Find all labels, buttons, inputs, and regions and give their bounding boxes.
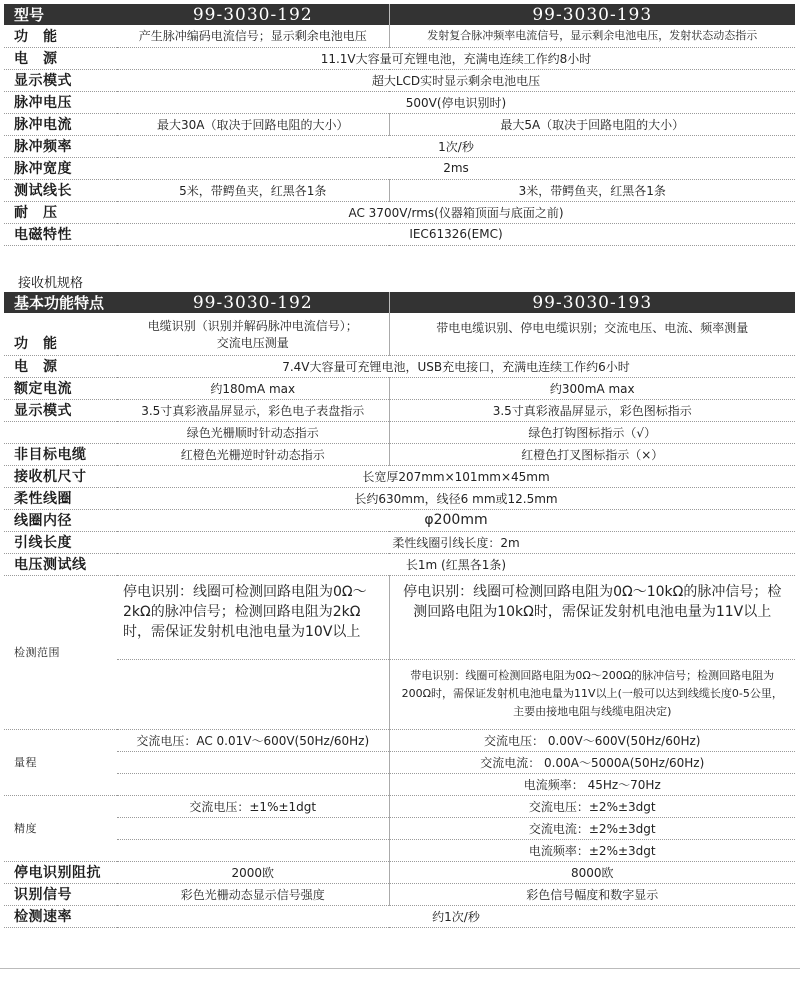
cell-192-empty — [117, 659, 389, 729]
table-row — [4, 25, 795, 47]
receiver-section-title: 接收机规格 — [18, 276, 84, 291]
cell-193: 带电识别：线圈可检测回路电阻为0Ω～200Ω的脉冲信号；检测回路电阻为200Ω时，需保证发射机电池电量为11V以上(一般可以达到线缆长度0-5公里，主要由接地电阻与线缆电阻决定) — [389, 659, 795, 729]
cell-193: 交流电压：±2%±3dgt — [389, 795, 795, 817]
table-row — [4, 487, 795, 509]
row-label: 识别信号 — [4, 883, 117, 905]
cell-192: 交流电压：AC 0.01V～600V(50Hz/60Hz) — [117, 729, 389, 751]
cell-192: 5米，带鳄鱼夹，红黑各1条 — [117, 179, 389, 201]
header-model-192: 99-3030-192 — [117, 292, 389, 313]
table-row — [4, 883, 795, 905]
cell-192-line-1: 电缆识别（识别并解码脉冲电流信号）； — [147, 318, 358, 333]
table-row — [4, 531, 795, 553]
cell-shared: 约1次/秒 — [117, 905, 795, 927]
table-row — [4, 817, 795, 839]
cell-shared: 1次/秒 — [117, 135, 795, 157]
cell-192 — [117, 313, 389, 355]
table-row — [4, 575, 795, 659]
table-row — [4, 443, 795, 465]
row-label: 功 能 — [4, 313, 117, 355]
cell-193: 发射复合脉冲频率电流信号，显示剩余电池电压，发射状态动态指示 — [389, 25, 795, 47]
cell-193: 3.5寸真彩液晶屏显示，彩色图标指示 — [389, 399, 795, 421]
cell-shared: 11.1V大容量可充锂电池，充满电连续工作约8小时 — [117, 47, 795, 69]
row-label: 额定电流 — [4, 377, 117, 399]
row-label: 功 能 — [4, 25, 117, 47]
cell-193: 最大5A（取决于回路电阻的大小） — [389, 113, 795, 135]
cell-193: 交流电流： 0.00A～5000A(50Hz/60Hz) — [389, 751, 795, 773]
header-model-193: 99-3030-193 — [389, 292, 795, 313]
table-row — [4, 905, 795, 927]
cell-193: 交流电压： 0.00V～600V(50Hz/60Hz) — [389, 729, 795, 751]
cell-193: 绿色打钩图标指示（√） — [389, 421, 795, 443]
bottom-divider — [0, 968, 800, 969]
row-label: 脉冲电流 — [4, 113, 117, 135]
row-label: 检测速率 — [4, 905, 117, 927]
table-row — [4, 659, 795, 729]
row-label-empty — [4, 421, 117, 443]
table-row — [4, 157, 795, 179]
table-row — [4, 861, 795, 883]
cell-192: 交流电压：±1%±1dgt — [117, 795, 389, 817]
cell-193: 带电电缆识别、停电电缆识别；交流电压、电流、频率测量 — [389, 313, 795, 355]
cell-192-empty — [117, 773, 389, 795]
cell-192-empty — [117, 839, 389, 861]
row-label: 检测范围 — [4, 575, 117, 729]
row-label: 柔性线圈 — [4, 487, 117, 509]
cell-192-empty — [117, 751, 389, 773]
row-label: 量程 — [4, 729, 117, 795]
row-label: 电磁特性 — [4, 223, 117, 245]
cell-shared: 500V(停电识别时) — [117, 91, 795, 113]
row-label: 电 源 — [4, 355, 117, 377]
cell-193: 3米，带鳄鱼夹，红黑各1条 — [389, 179, 795, 201]
cell-192: 2000欧 — [117, 861, 389, 883]
table-row — [4, 465, 795, 487]
table-row — [4, 509, 795, 531]
table-header-row — [4, 4, 795, 25]
cell-193: 交流电流：±2%±3dgt — [389, 817, 795, 839]
table-row — [4, 179, 795, 201]
header-model-192: 99-3030-192 — [117, 4, 389, 25]
cell-shared: IEC61326(EMC) — [117, 223, 795, 245]
row-label: 电压测试线 — [4, 553, 117, 575]
table-row — [4, 47, 795, 69]
row-label: 测试线长 — [4, 179, 117, 201]
row-label: 脉冲频率 — [4, 135, 117, 157]
row-label: 耐 压 — [4, 201, 117, 223]
cell-shared: 超大LCD实时显示剩余电池电压 — [117, 69, 795, 91]
cell-shared: AC 3700V/rms(仪器箱顶面与底面之前) — [117, 201, 795, 223]
cell-shared: φ200mm — [117, 509, 795, 531]
cell-shared: 长宽厚207mm×101mm×45mm — [117, 465, 795, 487]
cell-shared: 柔性线圈引线长度：2m — [117, 531, 795, 553]
row-label: 电 源 — [4, 47, 117, 69]
table-row — [4, 135, 795, 157]
cell-193: 停电识别：线圈可检测回路电阻为0Ω～10kΩ的脉冲信号；检测回路电阻为10kΩ时，需保证发射机电池电量为11V以上 — [389, 575, 795, 659]
cell-192: 3.5寸真彩液晶屏显示，彩色电子表盘指示 — [117, 399, 389, 421]
transmitter-spec-table — [4, 4, 795, 246]
row-label: 精度 — [4, 795, 117, 861]
table-row — [4, 773, 795, 795]
cell-192-line-2: 交流电压测量 — [216, 335, 289, 350]
cell-shared: 长1m (红黑各1条) — [117, 553, 795, 575]
table-row — [4, 421, 795, 443]
table-row — [4, 795, 795, 817]
header-feature-label: 基本功能特点 — [4, 292, 117, 313]
row-label: 引线长度 — [4, 531, 117, 553]
cell-193: 红橙色打叉图标指示（×） — [389, 443, 795, 465]
cell-192-empty — [117, 817, 389, 839]
header-model-193: 99-3030-193 — [389, 4, 795, 25]
table-row — [4, 201, 795, 223]
table-row — [4, 751, 795, 773]
row-label: 非目标电缆 — [4, 443, 117, 465]
cell-192: 绿色光栅顺时针动态指示 — [117, 421, 389, 443]
table-row — [4, 355, 795, 377]
row-label: 接收机尺寸 — [4, 465, 117, 487]
table-row — [4, 839, 795, 861]
cell-193: 彩色信号幅度和数字显示 — [389, 883, 795, 905]
table-row — [4, 377, 795, 399]
row-label: 线圈内径 — [4, 509, 117, 531]
row-label: 脉冲电压 — [4, 91, 117, 113]
cell-shared: 7.4V大容量可充锂电池，USB充电接口，充满电连续工作约6小时 — [117, 355, 795, 377]
table-row — [4, 399, 795, 421]
row-label: 停电识别阻抗 — [4, 861, 117, 883]
header-model-label: 型号 — [4, 4, 117, 25]
receiver-spec-table — [4, 292, 795, 928]
cell-192: 彩色光栅动态显示信号强度 — [117, 883, 389, 905]
table-row — [4, 729, 795, 751]
cell-192: 约180mA max — [117, 377, 389, 399]
row-label: 显示模式 — [4, 69, 117, 91]
cell-192: 红橙色光栅逆时针动态指示 — [117, 443, 389, 465]
table-row — [4, 553, 795, 575]
cell-192: 停电识别：线圈可检测回路电阻为0Ω～2kΩ的脉冲信号；检测回路电阻为2kΩ时，需保证发射机电池电量为10V以上 — [117, 575, 389, 659]
table-row — [4, 91, 795, 113]
table-row — [4, 223, 795, 245]
table-row — [4, 113, 795, 135]
row-label: 显示模式 — [4, 399, 117, 421]
table-row — [4, 313, 795, 355]
cell-192: 产生脉冲编码电流信号；显示剩余电池电压 — [117, 25, 389, 47]
cell-shared: 2ms — [117, 157, 795, 179]
table-row — [4, 69, 795, 91]
cell-193: 电流频率：±2%±3dgt — [389, 839, 795, 861]
cell-193: 约300mA max — [389, 377, 795, 399]
cell-193: 电流频率： 45Hz～70Hz — [389, 773, 795, 795]
row-label: 脉冲宽度 — [4, 157, 117, 179]
table-header-row — [4, 292, 795, 313]
cell-192: 最大30A（取决于回路电阻的大小） — [117, 113, 389, 135]
cell-shared: 长约630mm，线径6 mm或12.5mm — [117, 487, 795, 509]
cell-193: 8000欧 — [389, 861, 795, 883]
